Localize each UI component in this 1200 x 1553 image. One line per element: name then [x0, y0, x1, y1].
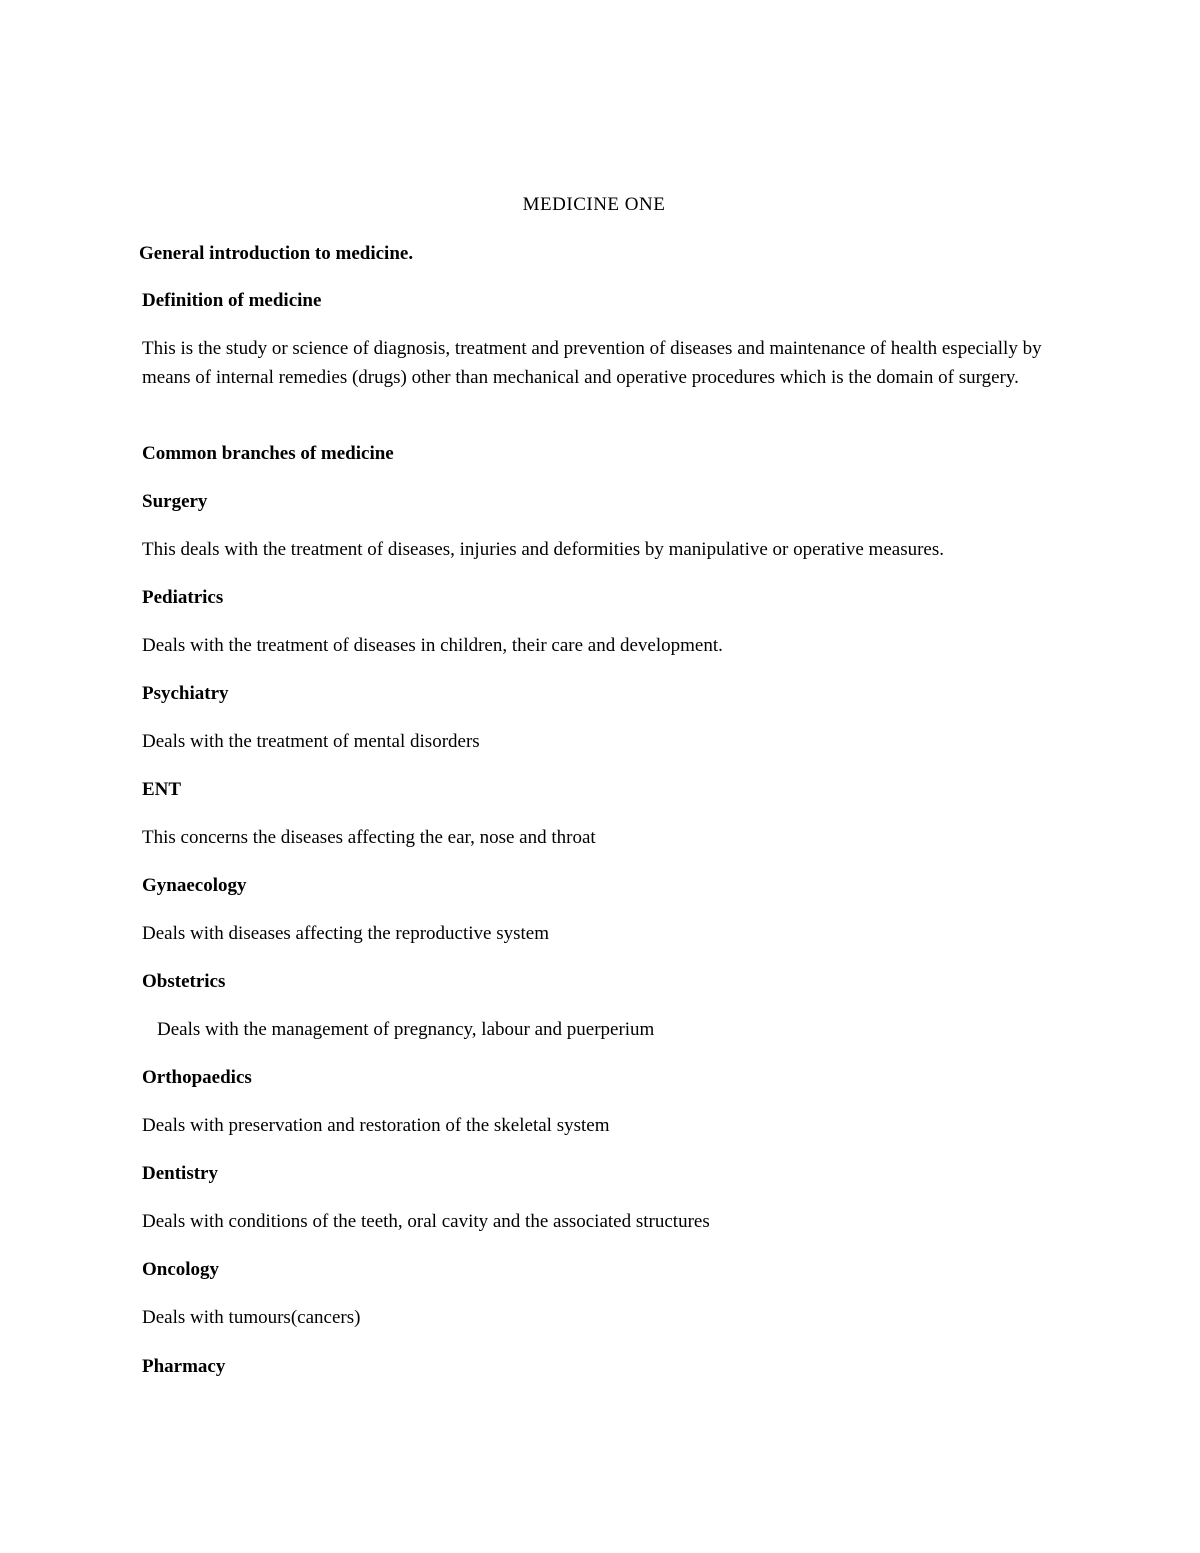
branches-heading: Common branches of medicine — [142, 443, 394, 464]
branch-description-orthopaedics: Deals with preservation and restoration of the skeletal system — [142, 1115, 610, 1136]
branch-description-psychiatry: Deals with the treatment of mental disorders — [142, 731, 480, 752]
branch-heading-pediatrics: Pediatrics — [142, 587, 224, 608]
branch-heading-ent: ENT — [142, 779, 182, 800]
branch-description-oncology: Deals with tumours(cancers) — [142, 1307, 361, 1328]
intro-heading: General introduction to medicine. — [139, 243, 414, 264]
branch-heading-obstetrics: Obstetrics — [142, 971, 226, 992]
document-title: MEDICINE ONE — [522, 194, 666, 215]
branch-heading-gynaecology: Gynaecology — [142, 875, 247, 896]
branch-description-obstetrics: Deals with the management of pregnancy, labour and puerperium — [157, 1019, 655, 1040]
branch-heading-pharmacy: Pharmacy — [142, 1356, 226, 1377]
definition-paragraph: This is the study or science of diagnosis, treatment and prevention of diseases and maintenance of health especially by means of internal remedies (drugs) other than mechanical and operative procedures which is the domain of surgery. — [142, 338, 1042, 388]
branch-description-surgery: This deals with the treatment of diseases, injuries and deformities by manipulative or operative measures. — [142, 539, 944, 560]
branch-heading-oncology: Oncology — [142, 1259, 220, 1280]
branch-description-gynaecology: Deals with diseases affecting the reproductive system — [142, 923, 549, 944]
branch-heading-orthopaedics: Orthopaedics — [142, 1067, 252, 1088]
branch-description-ent: This concerns the diseases affecting the ear, nose and throat — [142, 827, 596, 848]
branch-description-dentistry: Deals with conditions of the teeth, oral cavity and the associated structures — [142, 1211, 710, 1232]
branch-heading-psychiatry: Psychiatry — [142, 683, 229, 704]
definition-heading: Definition of medicine — [142, 290, 322, 311]
branch-heading-surgery: Surgery — [142, 491, 208, 512]
branch-description-pediatrics: Deals with the treatment of diseases in children, their care and development. — [142, 635, 723, 656]
branch-heading-dentistry: Dentistry — [142, 1163, 218, 1184]
